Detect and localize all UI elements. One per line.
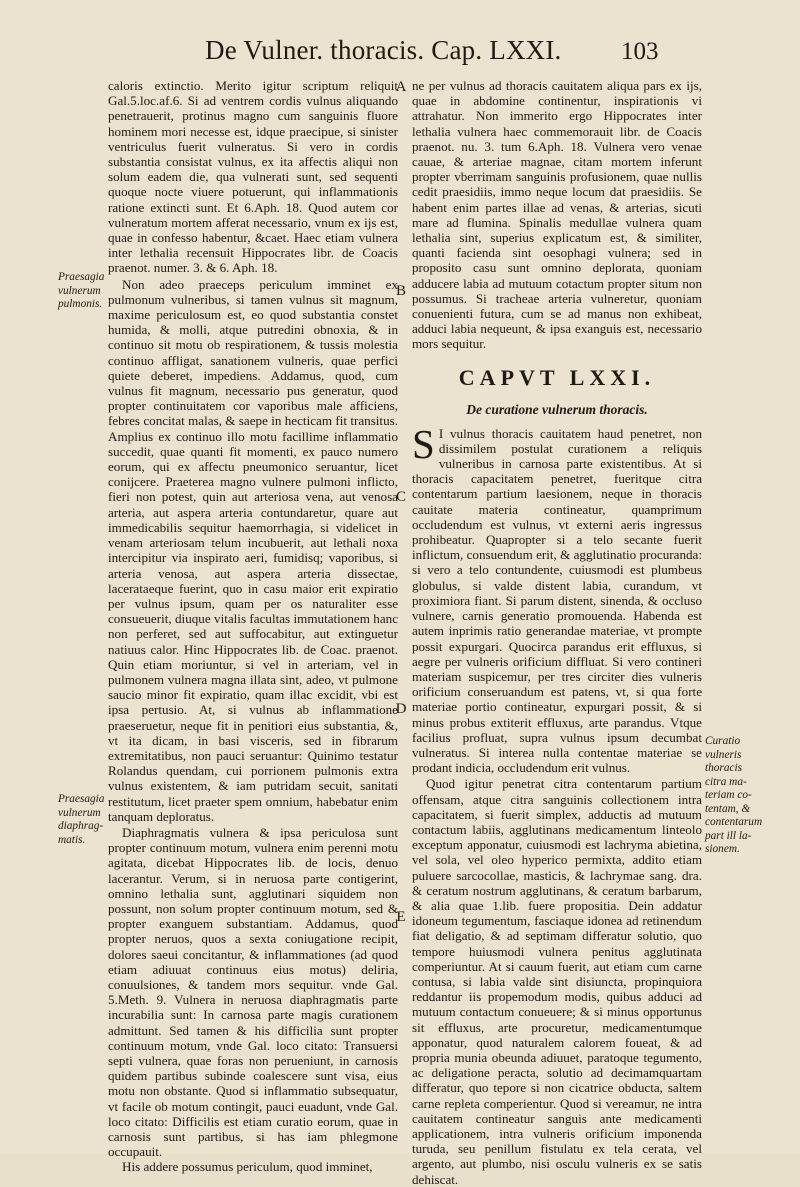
section-letter-d: D bbox=[395, 701, 407, 717]
chapter-subheading: De curatione vulnerum thoracis. bbox=[466, 401, 648, 417]
chapter-heading: CAPVT LXXI. bbox=[458, 364, 656, 390]
left-paragraph-3: Diaphragmatis vulnera & ipsa periculosa sunt propter continuum motum, vulnera enim perenni motu agitata, dicebat Hippocrates lib. de locis, denuo lacerantur. Verum, si in neruosa parte contigerint, omnino lethalia sunt, agglutinari siquidem non possunt, non solum propter continuum motum, sed & propter exanguem substantiam. Addamus, quod propter neruos, quos a sexta coniugatione recipit, dolores saeui concitantur, & inflammationes (ad quod etiam adiuuat continuus eius motus) deliria, conuulsiones, & tandem mors sequitur. vnde Gal. 5.Meth. 9. Vulnera in neruosa diaphragmatis parte incurabilia sunt: In carnosa parte magis curationem admittunt. Sed tamen & his difficilia sunt propter continuum motum, vnde Gal. loco citato: Transuersi septi vulnera, quae foras non perueniunt, in carnosis quidem partibus subinde coalescere sunt visa, eius motu non obstante. Quod si inflammatio subsequatur, vt facile ob motum contingit, pauci euadunt, vnde Gal. loco citato: Difficilis est etiam curatio eorum, quae in carnosis sunt partibus, si has iam phlegmone occupauit. bbox=[108, 824, 398, 1160]
side-note-line: sionem. bbox=[705, 843, 740, 855]
side-note-line: Curatio bbox=[705, 735, 741, 747]
side-note-line: diaphrag- bbox=[58, 820, 104, 832]
right-paragraph-3: Quod igitur penetrat citra contentarum partium offensam, atque citra sanguinis collectionem intra capacitatem, si fuerit simplex, adductis ad mutuum contactum labiis, agglutinans medicamentum linteolo exceptum apponatur, cuiusmodi est lachryma abietina, vel sola, vel oleo hyperico permixta, addito etiam puluere sarcocollae, masticis, & lachrymae sang. dra. & ceratum nostrum agglutinans, & ceratum barbarum, & alia quae 1.lib. fuere propositia. Dein addatur idoneum tegumentum, fasciaque idonea ad retinendum fiat deligatio, & ad septimam differatur solutio, quo tempore huiusmodi vulnera penitus agglutinata comperiuntur. At si cauum fuerit, aut etiam cum carne contusa, si labia valde sint disiuncta, propinquiora reddantur iis propemodum modis, quibus adduci ad mutuum contactum conueuere; & si minus opportunus sit effluxus, arte procuretur, medicamentumque apponatur, quod naturalem calorem foueat, & ad propria munia obeunda adiuuet, paratoque tegumento, ac deligatione peracta, solutio ad decimamquartam differatur, quo tepore si non cicatrice obducta, saltem carne repleta comperientur. Quod si vereamur, ne intra cauitatem contineatur sanguis ante medicamenti applicationem, intra vulneris orificium imponenda turuda, seu penillum fistulatu ex tela cerata, vel argento, aut plumbo, nisi osculu vulneris ex se satis dehiscat. bbox=[412, 776, 702, 1187]
left-paragraph-4: His addere possumus periculum, quod imminet, bbox=[122, 1159, 373, 1175]
side-note-cure bbox=[705, 735, 767, 857]
side-note-line: matis. bbox=[58, 833, 86, 846]
side-note-line: Praesagia bbox=[58, 271, 105, 283]
side-note-line: Praesagia bbox=[58, 793, 105, 805]
side-note-line: pulmonis. bbox=[58, 298, 103, 310]
running-title: De Vulner. thoracis. Cap. LXXI. bbox=[205, 35, 562, 65]
left-paragraph-1: caloris extinctio. Merito igitur scriptum reliquit Gal.5.loc.af.6. Si ad ventrem cordis vulnus aliquando penetrauerit, protinus magno cum sanguinis fluore hominem mori necesse est, idque praecipue, si sinister ventriculus fuerit vulneratus. Si vero in cordis substantia consistat vulnus, ex ita affectis aliqui non solum eadem die, qua vulnerati sunt, sed sequenti quoque nocte viuere potuerunt, qui inflammationis ratione extincti sunt. Et 6.Aph. 18. Quod autem cor vulneratum mortem afferat necessario, vnum ex ijs est, quae in confesso habentur, &caet. Haec etiam vulnera inter lethalia recensuit Hippocrates libr. de Coacis praenot. numer. 3. & 6. Aph. 18. bbox=[108, 78, 398, 276]
side-note-line: citra ma- bbox=[705, 775, 747, 788]
section-letter-c: C bbox=[395, 489, 406, 505]
side-note-line: teriam co- bbox=[705, 789, 752, 801]
side-note-line: vulneris bbox=[705, 748, 742, 761]
left-paragraph-2: Non adeo praeceps periculum imminet ex pulmonum vulneribus, si tamen vulnus sit magnum, maxime periculosum est, eo quod substantia constet humida, & molli, atque putredini obnoxia, & in continuo sit motu ob respirationem, & tussis molestia continuo affligat, sanationem vulneris, quae perfici quiete deberet, impediens. Addamus, quod, cum vulnus fit magnum, necessario pus generatur, quod propter continuitatem cor vaporibus male afficiens, febres concitat malas, & saepe in hecticam fit transitus. Amplius ex continuo illo motu facillime inflammatio succedit, quae quanti fit momenti, ex pauco numero eorum, qui ex affectu pneumonico seruantur, licet conijcere. Praeterea magno vulnere pulmoni inflicto, fieri non potest, quin aut arteriosa vena, aut venosa arteria, aut aspera arteria contundaretur, quare aut immedicabilis sequitur haemorrhagia, si videlicet in venam arteriosam telum incubuerit, aut lethali noxa intercipitur via inspirato aeri, fumidisq; vaporibus, si arteria venosa, aut aspera arteria dissectae, lacerataeque fuerint, quo in casu maior erit expiratio per vulnus ipsum, quam per os naturaliter esse consueuerit, diuque vitalis facultas immutationem hanc non perferet, sed aut suffocabitur, aut extinguetur natiuus calor. Hinc Hippocrates lib. de Coac. praenot. Quin etiam moriuntur, si vel in arteriam, vel in pulmonem vulnera magna illata sint, adeo, vt pulmone saucio minor fit expiratio, quam illac excidit, vbi est ipsa pertusio. At, si vulnus ab inflammatione praeseruetur, neque fit in penitiori eius substantia, &, vt ita dicam, in basi visceris, sed in fibrarum extremitatibus, non pauci seruantur: Quinimo testatur Rolandus quendam, cui porrionem pulmonis extra vulnus existentem, & iam putridam secuit, sanitati restitutum, licet praeter spem omnium, habebatur enim tanquam deploratus. bbox=[108, 276, 398, 824]
page-number: 103 bbox=[621, 38, 659, 65]
page-header bbox=[0, 34, 800, 74]
side-note-line: tentam, & bbox=[705, 802, 751, 815]
section-letter-a: A bbox=[395, 79, 407, 95]
right-paragraph-2 bbox=[412, 420, 702, 776]
side-note-line: vulnerum bbox=[58, 806, 101, 819]
right-paragraph-1: ne per vulnus ad thoracis cauitatem aliqua pars ex ijs, quae in abdomine continentur, inspirationis vi attrahatur. Non immerito ergo Hippocrates inter lethalia vulnera haec commemorauit libr. de Coacis praenot. nu. 3. tum 6.Aph. 18. Vulnera vero venae cauae, & arteriae magnae, citam mortem inferunt propter vberrimam sanguinis profusionem, quae nullis cedit praesidiis, immo neque locum dat praesidiis. Se habent enim partes illae ad venas, & arterias, sicuti mare ad flumina. Spinalis medullae vulnera quam lethalia sint, superius explicatum est, & similiter, quanti facienda sint oesophagi vulnera; sed in proposito casu sunt omnino deplorata, quoniam adducere labia ad mutuum cotactum propter situm non possumus. Si tracheae arteria vulneretur, quoniam conuenienti futura, cum se ad manus non exhibeat, adduci labia nequeunt, & ipsa exanguis est, necessario mors sequitur. bbox=[412, 78, 702, 352]
drop-cap: S bbox=[412, 420, 435, 467]
right-paragraph-2-text: I vulnus thoracis cauitatem haud penetret, non dissimilem postulat curationem a reliquis vulneribus in carnosa parte existentibus. At si thoracis capacitatem penetret, fueritque citra contentarum partium laesionem, neque in thoracis cauitate materia contineatur, quamprimum occludendum est vulnus, vt externi aeris ingressus prohibeatur. Quapropter si a telo secante fuerit inflictum, consuendum erit, & agglutinatio procuranda: si vero a telo contundente, cuiusmodi est plumbeus globulus, si valde distent labia, curandum, vt proximiora fiant. Si parum distent, sinenda, & occluso vulnere, carnis generatio promouenda. Habenda est autem inprimis ratio generandae materiae, vt prompte possit expurgari. Quocirca parandus erit effluxus, si aegre per vulneris orificium diffluat. Si vero contineri materiam suspicemur, per tres circiter dies vulneris orificium conseruandum est patens, vt, si qua forte materiae portio contineatur, expurgari possit, & si minus probus extiterit effluxus, arte parandus. Vtque facilius profluat, supra vulnus ipsum decumbat vulneratus. Si interea nulla contentae materiae se prodant indicia, occludendum erit vulnus. bbox=[412, 425, 702, 776]
side-note-line: part ill la- bbox=[705, 829, 752, 842]
section-letter-b: B bbox=[395, 283, 406, 299]
side-note-lung bbox=[58, 271, 110, 312]
side-note-line: vulnerum bbox=[58, 284, 101, 297]
side-note-line: thoracis bbox=[705, 762, 743, 774]
side-note-line: contentarum bbox=[705, 816, 763, 828]
side-note-diaphragm bbox=[58, 793, 110, 847]
left-column bbox=[108, 78, 398, 1175]
right-column bbox=[412, 78, 702, 1187]
section-letter-e: E bbox=[396, 909, 406, 925]
